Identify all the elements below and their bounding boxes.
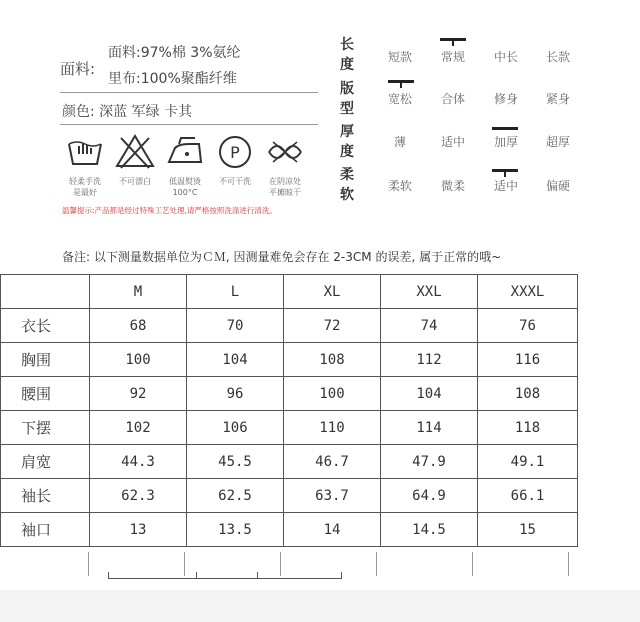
table-cell: 13.5 <box>187 513 284 547</box>
table-row <box>1 445 578 479</box>
table-cell: 116 <box>478 343 578 377</box>
lining-composition: 里布:100%聚酯纤维 <box>108 71 237 87</box>
care-caption: 不可漂白 <box>119 177 151 186</box>
attr-label-fit: 版型 <box>340 81 354 117</box>
row-label: 腰围 <box>1 377 90 411</box>
selected-marker-tick <box>452 41 454 46</box>
footer-band <box>0 590 640 622</box>
care-caption: 平摊晾干 <box>269 188 301 197</box>
care-caption: 不可干洗 <box>219 177 251 186</box>
attr-option: 薄 <box>393 135 406 149</box>
table-header-cell: L <box>187 275 284 309</box>
table-cell: 14 <box>284 513 381 547</box>
care-item <box>60 132 110 198</box>
table-header-cell: XXXL <box>478 275 578 309</box>
selected-marker-tick <box>504 172 506 177</box>
dimension-bracket <box>196 572 258 579</box>
attr-label-softness: 柔软 <box>340 167 354 203</box>
row-label: 下摆 <box>1 411 90 445</box>
attr-option: 微柔 <box>440 179 465 193</box>
row-label: 袖口 <box>1 513 90 547</box>
measurement-note: 备注: 以下测量数据单位为ＣＭ, 因测量难免会存在 2-3CM 的误差, 属于正常的哦~ <box>62 250 502 264</box>
table-cell: 45.5 <box>187 445 284 479</box>
table-cell: 64.9 <box>381 479 478 513</box>
attr-label-thickness: 厚度 <box>340 124 354 160</box>
grid-line <box>568 552 569 576</box>
care-caption: 是最好 <box>73 188 97 197</box>
grid-line <box>88 552 89 576</box>
table-cell: 96 <box>187 377 284 411</box>
grid-line <box>472 552 473 576</box>
fabric-label: 面料: <box>60 60 96 78</box>
row-label: 袖长 <box>1 479 90 513</box>
row-label: 胸围 <box>1 343 90 377</box>
table-cell: 76 <box>478 309 578 343</box>
fabric-composition: 面料:97%棉 3%氨纶 <box>108 45 241 61</box>
attr-option: 加厚 <box>493 135 518 149</box>
table-cell: 63.7 <box>284 479 381 513</box>
hand-wash-icon <box>65 132 105 172</box>
table-cell: 110 <box>284 411 381 445</box>
shade-dry-icon <box>265 132 305 172</box>
attr-option: 超厚 <box>545 135 570 149</box>
low-iron-icon <box>165 132 205 172</box>
care-caption: 低温熨烫 <box>169 177 201 186</box>
no-dry-clean-icon <box>215 132 255 172</box>
table-row <box>1 513 578 547</box>
table-cell: 100 <box>90 343 187 377</box>
care-caption: 轻柔手洗 <box>69 177 101 186</box>
svg-text:P: P <box>230 143 240 162</box>
attr-option: 短款 <box>387 50 412 64</box>
table-row <box>1 343 578 377</box>
table-cell: 47.9 <box>381 445 478 479</box>
care-item <box>110 132 160 187</box>
care-item <box>210 132 260 187</box>
table-cell: 102 <box>90 411 187 445</box>
attr-option: 常规 <box>440 50 465 64</box>
table-cell: 104 <box>187 343 284 377</box>
table-cell: 114 <box>381 411 478 445</box>
table-header-cell: M <box>90 275 187 309</box>
table-row <box>1 479 578 513</box>
attr-option: 长款 <box>545 50 570 64</box>
attr-option: 中长 <box>493 50 518 64</box>
table-cell: 74 <box>381 309 478 343</box>
table-cell: 70 <box>187 309 284 343</box>
attr-option: 柔软 <box>387 179 412 193</box>
size-table <box>0 274 578 547</box>
row-label: 衣长 <box>1 309 90 343</box>
table-cell: 68 <box>90 309 187 343</box>
attr-option: 偏硬 <box>545 179 570 193</box>
care-item <box>160 132 210 198</box>
table-row <box>1 309 578 343</box>
table-cell: 46.7 <box>284 445 381 479</box>
table-cell: 44.3 <box>90 445 187 479</box>
table-cell: 72 <box>284 309 381 343</box>
table-cell: 15 <box>478 513 578 547</box>
table-cell: 104 <box>381 377 478 411</box>
table-row <box>1 411 578 445</box>
attr-option: 修身 <box>493 92 518 106</box>
row-label: 肩宽 <box>1 445 90 479</box>
table-cell: 108 <box>284 343 381 377</box>
table-header-row <box>1 275 578 309</box>
table-cell: 13 <box>90 513 187 547</box>
attr-option: 紧身 <box>545 92 570 106</box>
table-cell: 118 <box>478 411 578 445</box>
table-header-cell: XXL <box>381 275 478 309</box>
selected-marker-tick <box>400 83 402 88</box>
attr-option: 宽松 <box>387 92 412 106</box>
grid-line <box>376 552 377 576</box>
attr-option: 适中 <box>440 135 465 149</box>
table-cell: 62.5 <box>187 479 284 513</box>
table-header-cell: XL <box>284 275 381 309</box>
attr-label-length: 长度 <box>340 37 354 73</box>
table-cell: 92 <box>90 377 187 411</box>
table-cell: 100 <box>284 377 381 411</box>
care-caption: 在阴凉处 <box>269 177 301 186</box>
care-item <box>260 132 310 198</box>
table-header-cell <box>1 275 90 309</box>
selected-marker <box>492 127 518 130</box>
table-cell: 112 <box>381 343 478 377</box>
wash-warning: 温馨提示:产品都是经过特殊工艺处理,请严格按照洗涤进行清洗。 <box>62 206 277 215</box>
table-cell: 49.1 <box>478 445 578 479</box>
table-cell: 66.1 <box>478 479 578 513</box>
table-cell: 14.5 <box>381 513 478 547</box>
attr-option: 适中 <box>493 179 518 193</box>
table-cell: 106 <box>187 411 284 445</box>
attr-option: 合体 <box>440 92 465 106</box>
table-cell: 108 <box>478 377 578 411</box>
divider <box>60 124 318 125</box>
table-row <box>1 377 578 411</box>
table-cell: 62.3 <box>90 479 187 513</box>
care-caption: 100°C <box>172 188 198 197</box>
color-options: 颜色: 深蓝 军绿 卡其 <box>62 104 193 120</box>
no-bleach-icon <box>115 132 155 172</box>
divider <box>60 92 318 93</box>
